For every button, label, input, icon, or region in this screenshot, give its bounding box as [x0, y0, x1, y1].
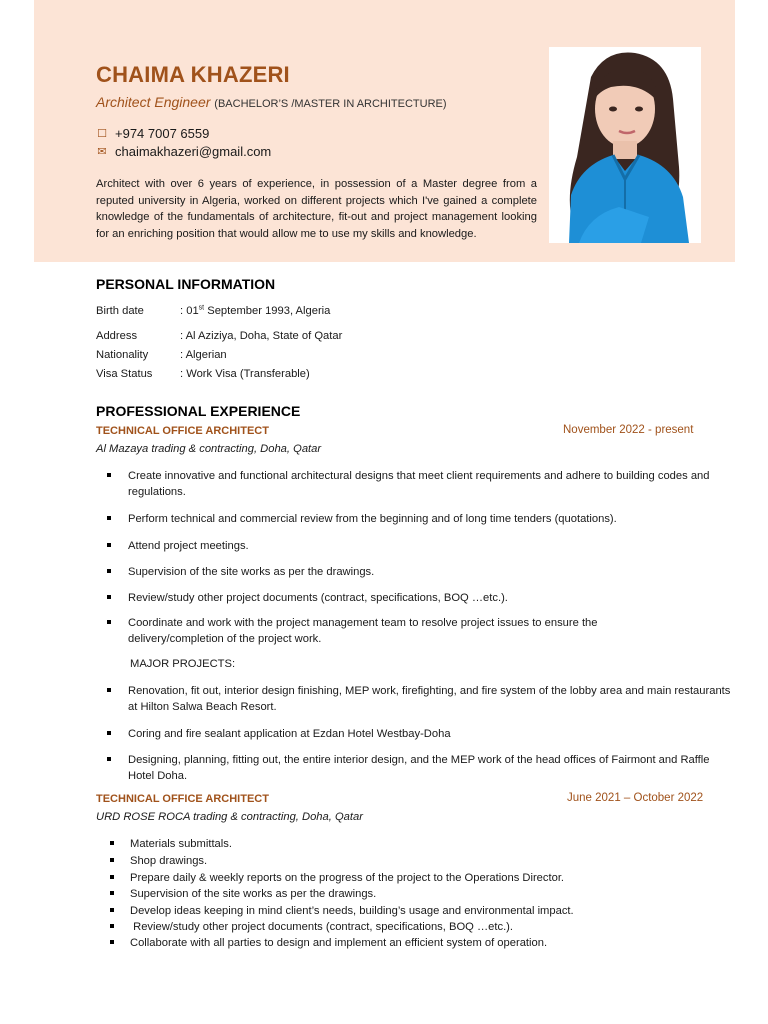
email-address[interactable]: chaimakhazeri@gmail.com: [115, 144, 272, 159]
list-item: Materials submittals.: [130, 836, 734, 852]
candidate-name: CHAIMA KHAZERI: [96, 62, 290, 87]
phone-contact: [96, 126, 209, 141]
job-title: TECHNICAL OFFICE ARCHITECT: [96, 425, 269, 437]
list-item: Supervision of the site works as per the drawings.: [130, 886, 734, 902]
job-headline: [96, 94, 447, 110]
phone-number: +974 7007 6559: [115, 126, 210, 141]
personal-info-heading: PERSONAL INFORMATION: [96, 276, 276, 292]
company-name: Al Mazaya trading & contracting, Doha, Qatar: [96, 443, 322, 455]
job-date: June 2021 – October 2022: [567, 792, 704, 804]
list-item: Coordinate and work with the project management team to resolve project issues to ensure the delivery/completion of the project work.: [128, 615, 658, 647]
list-item: Attend project meetings.: [128, 538, 732, 554]
nationality-value: : Algerian: [180, 349, 227, 361]
list-item: Perform technical and commercial review from the beginning and of long time tenders (quotations).: [128, 511, 732, 527]
list-item: Coring and fire sealant application at Ezdan Hotel Westbay-Doha: [128, 726, 732, 742]
address-row: [96, 330, 342, 342]
address-value: : Al Aziziya, Doha, State of Qatar: [180, 330, 343, 342]
role-title: Architect Engineer: [96, 94, 211, 110]
list-item: Designing, planning, fitting out, the entire interior design, and the MEP work of the head offices of Fairmont and Raffle Hotel Doha.: [128, 752, 732, 784]
birth-date-label: Birth date: [96, 304, 144, 317]
visa-value: : Work Visa (Transferable): [180, 368, 310, 380]
list-item: Create innovative and functional architectural designs that meet client requirements and adhere to building codes and regulations.: [128, 468, 732, 500]
email-icon: ✉: [97, 146, 107, 158]
list-item: Shop drawings.: [130, 853, 734, 869]
major-projects-label: MAJOR PROJECTS:: [130, 658, 236, 670]
visa-label: Visa Status: [96, 368, 153, 380]
list-item: Collaborate with all parties to design and implement an efficient system of operation.: [130, 935, 734, 951]
list-item: Review/study other project documents (contract, specifications, BOQ …etc.).: [128, 590, 732, 606]
job-date: November 2022 - present: [563, 424, 694, 436]
list-item: Review/study other project documents (contract, specifications, BOQ …etc.).: [130, 919, 734, 935]
list-item: Supervision of the site works as per the drawings.: [128, 564, 732, 580]
company-name: URD ROSE ROCA trading & contracting, Doha, Qatar: [96, 811, 363, 823]
degree-note: (BACHELOR’S /MASTER IN ARCHITECTURE): [214, 98, 447, 110]
job-title: TECHNICAL OFFICE ARCHITECT: [96, 793, 269, 805]
list-item: Prepare daily & weekly reports on the progress of the project to the Operations Director.: [130, 870, 734, 886]
birth-date-value: : 01st September 1993, Algeria: [180, 304, 331, 317]
birth-date-row: [96, 304, 330, 317]
phone-icon: ☐: [97, 128, 107, 140]
email-contact[interactable]: [96, 144, 271, 159]
experience-heading: PROFESSIONAL EXPERIENCE: [96, 403, 301, 419]
address-label: Address: [96, 330, 138, 342]
list-item: Develop ideas keeping in mind client’s needs, building’s usage and environmental impact.: [130, 903, 734, 919]
portrait-illustration: [549, 47, 701, 243]
list-item: Renovation, fit out, interior design finishing, MEP work, firefighting, and fire system of the lobby area and main restaurants at Hilton Salwa Beach Resort.: [128, 685, 731, 713]
profile-summary: Architect with over 6 years of experience, in possession of a Master degree from a reputed university in Algeria, worked on different projects which I've gained a complete knowledge of the fundamentals of architecture, fit-out and project management looking for an enriching position that would allow me to use my skills and knowledge.: [96, 178, 537, 240]
visa-row: [96, 368, 310, 380]
nationality-label: Nationality: [96, 349, 149, 361]
nationality-row: [96, 349, 227, 361]
profile-photo: [549, 47, 701, 243]
